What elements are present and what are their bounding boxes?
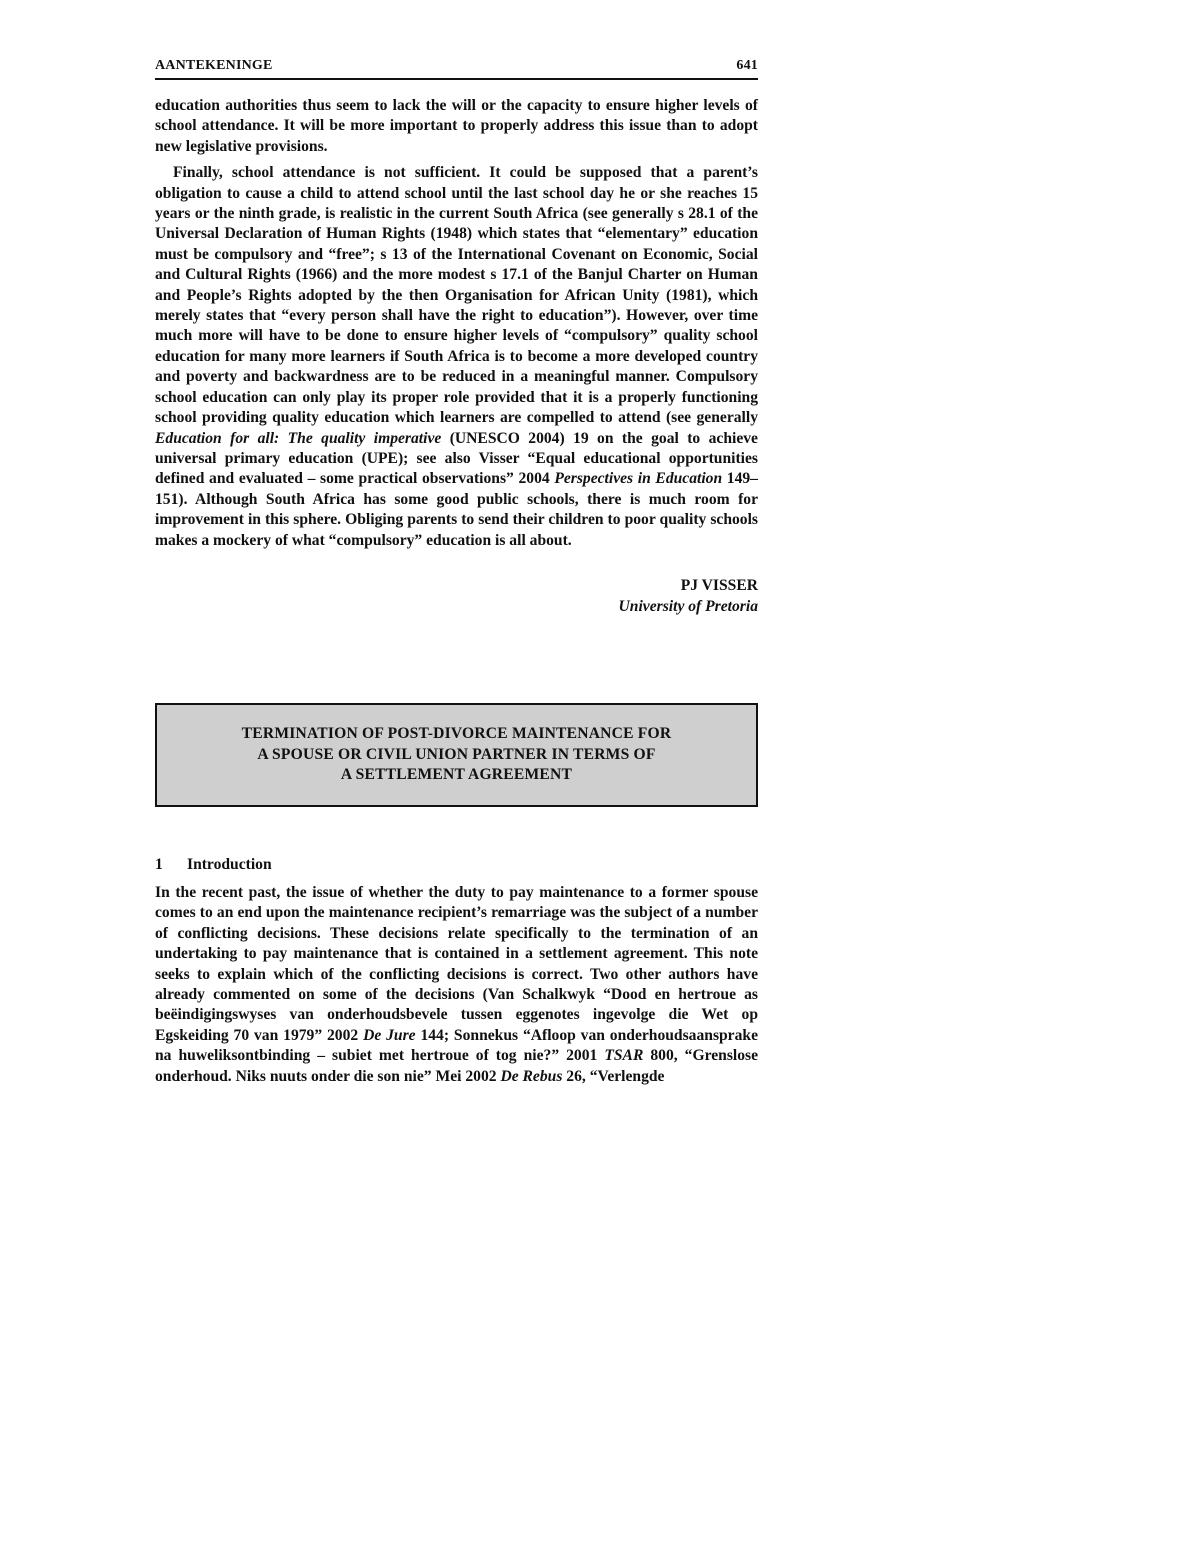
author-signature — [155, 575, 758, 617]
paragraph-3-journal-3: De Rebus — [500, 1067, 563, 1085]
paragraph-1: education authorities thus seem to lack the will or the capacity to ensure higher levels of school attendance. It will be more important to properly address this issue than to adopt new legislative provisions. — [155, 97, 758, 155]
paragraph-3-text-d: 26, “Verlengde — [562, 1067, 665, 1085]
author-affiliation: University of Pretoria — [618, 597, 758, 615]
author-name: PJ VISSER — [680, 576, 758, 594]
paragraph-3-journal-1: De Jure — [363, 1026, 416, 1044]
paragraph-2-text-c: 149–151). Although South Africa has some good public schools, there is much room for improvement in this sphere. Obliging parents to send their children to poor quality schools makes a mockery of what “compulsory” education is all about. — [155, 470, 758, 549]
section-number: 1 — [155, 855, 163, 873]
running-title: AANTEKENINGE — [155, 58, 273, 73]
paragraph-2-text-b: (UNESCO 2004) 19 on the goal to achieve universal primary education (UPE); see also Visser “Equal educational opportunities defined and evaluated – some practical observations” 2004 — [155, 429, 758, 488]
journal-page — [155, 58, 758, 1087]
note-title-box — [155, 703, 758, 807]
note-title-line-3: A SETTLEMENT AGREEMENT — [340, 766, 573, 784]
paragraph-3-text-a: In the recent past, the issue of whether the duty to pay maintenance to a former spouse comes to an end upon the maintenance recipient’s remarriage was the subject of a number of conflicting decisions. These decisions relate specifically to the termination of an undertaking to pay maintenance that is contained in a settlement agreement. This note seeks to explain which of the conflicting decisions is correct. Two other authors have already commented on some of the decisions (Van Schalkwyk “Dood en hertroue as beëindigingswyses van onderhoudsbevele tussen eggenotes ingevolge die Wet op Egskeiding 70 van 1979” 2002 — [155, 883, 758, 1044]
paragraph-3-journal-2: TSAR — [604, 1047, 644, 1065]
paragraph-2 — [155, 163, 758, 551]
running-header — [155, 58, 758, 80]
paragraph-2-citation-title-2: Perspectives in Education — [554, 470, 723, 488]
paragraph-3 — [155, 883, 758, 1087]
note-title — [242, 724, 672, 786]
paragraph-3-text-b: 144; Sonnekus “Afloop van onderhoudsaansprake na huweliksontbinding – subiet met hertroue of tog nie?” 2001 — [155, 1026, 758, 1065]
note-title-line-2: A SPOUSE OR CIVIL UNION PARTNER IN TERMS OF — [257, 745, 656, 763]
paragraph-3-text-c: 800, “Grenslose onderhoud. Niks nuuts onder die son nie” Mei 2002 — [155, 1047, 759, 1085]
paragraph-2-text-a: Finally, school attendance is not sufficient. It could be supposed that a parent’s obligation to cause a child to attend school until the last school day he or she reaches 15 years or the ninth grade, is realistic in the current South Africa (see generally s 28.1 of the Universal Declaration of Human Rights (1948) which states that “elementary” education must be compulsory and “free”; s 13 of the International Covenant on Economic, Social and Cultural Rights (1966) and the more modest s 17.1 of the Banjul Charter on Human and People’s Rights adopted by the then Organisation for African Unity (1981), which merely states that “every person shall have the right to education”). However, over time much more will have to be done to ensure higher levels of “compulsory” quality school education for many more learners if South Africa is to become a more developed country and poverty and backwardness are to be reduced in a meaningful manner. Compulsory school education can only play its proper role provided that it is a properly functioning school providing quality education which learners are compelled to attend (see generally — [155, 164, 758, 427]
section-heading — [155, 855, 758, 875]
section-title: Introduction — [187, 855, 272, 873]
note-title-line-1: TERMINATION OF POST-DIVORCE MAINTENANCE FOR — [241, 725, 672, 743]
paragraph-2-citation-title-1: Education for all: The quality imperative — [155, 429, 442, 447]
page-number: 641 — [736, 58, 758, 73]
